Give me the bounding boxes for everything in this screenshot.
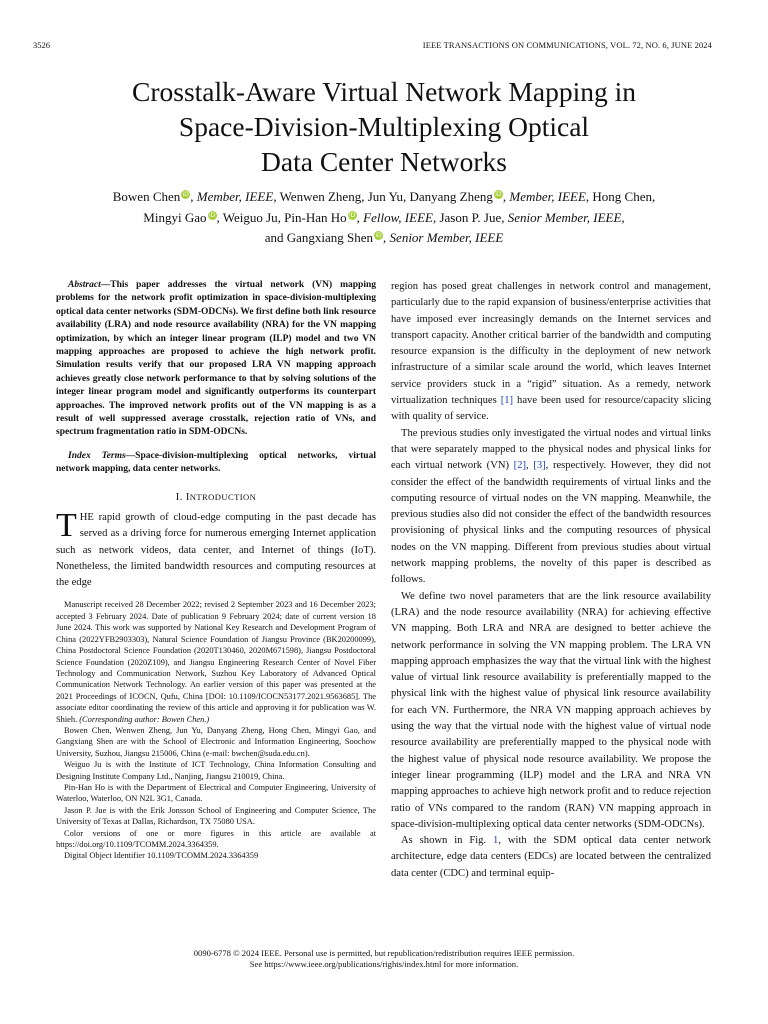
intro-paragraph bbox=[56, 506, 376, 591]
citation-link[interactable]: [2] bbox=[513, 460, 527, 472]
section-smallcaps: NTRODUCTION bbox=[189, 491, 257, 502]
author-name: and Gangxiang Shen bbox=[264, 230, 374, 245]
right-column bbox=[391, 279, 711, 882]
orcid-icon[interactable]: iD bbox=[208, 211, 216, 219]
section-heading bbox=[56, 489, 376, 506]
author-name: Wenwen Zheng, Jun Yu, Danyang Zheng bbox=[279, 189, 493, 204]
footnote-affiliation: Weiguo Ju is with the Institute of ICT Technology, China Information Consulting and Designing Institute Company Ltd., Nanjing, Jiangsu 210019, China. bbox=[56, 760, 376, 781]
body-text: The previous studies only investigated the virtual nodes and virtual links that were separately mapped to the physical nodes and physical links for each virtual network (VN) bbox=[391, 427, 711, 472]
abstract bbox=[56, 279, 376, 440]
author-role: Member, IEEE bbox=[509, 189, 586, 204]
citation-link[interactable]: [3] bbox=[533, 460, 546, 472]
section-numeral: I. bbox=[175, 491, 186, 503]
corresponding-author: (Corresponding author: Bowen Chen.) bbox=[79, 714, 210, 724]
footnote-affiliation: Jason P. Jue is with the Erik Jonsson School of Engineering and Computer Science, The University of Texas at Dallas, Richardson, TX 75080 USA. bbox=[56, 805, 376, 827]
copyright-notice bbox=[0, 948, 768, 970]
author-role: Fellow, IEEE bbox=[363, 209, 433, 225]
body-text: have been used for resource/capacity slicing with quality of service. bbox=[391, 395, 711, 423]
body-paragraph: The previous studies only investigated the virtual nodes and virtual links that were separately mapped to the physical nodes and physical links for each virtual network (VN) [2], [3], respectively. However, they did not consider the effect of the bandwidth requirements of virtual links and the computing resource of virtual nodes on the VN mapping. Meanwhile, the previous studies also did not consider the effect of the bandwidth resources provisioning of physical links and the computing resources of physical nodes on the VN mapping. Different from previous studies about virtual network mapping problems, the novelty of this paper is described as follows. bbox=[391, 427, 711, 586]
author-list: Bowen Chen iD, Member, IEEE, Wenwen Zheng, Jun Yu, Danyang Zheng iD, Member, IEEE, Hong Chen, Mingyi Gao iD, Weiguo Ju, Pin-Han Ho iD, Fellow, IEEE, Jason P. Jue, Senior Member, IEEE, and Gangxiang Shen iD, Senior Member, IEEE bbox=[112, 189, 656, 245]
body-text: , with the SDM optical data center network architecture, edge data centers (EDCs) are located between the centralized data center (CDC) and terminal equip- bbox=[391, 835, 711, 879]
author-role: Member, IEEE bbox=[196, 189, 274, 204]
footnote-color-versions: Color versions of one or more figures in this article are available at https://doi.org/10.1109/TCOMM.2024.3364359. bbox=[56, 828, 376, 849]
paper-title bbox=[0, 74, 768, 179]
author-name: Bowen Chen bbox=[112, 189, 181, 204]
running-head: IEEE TRANSACTIONS ON COMMUNICATIONS, VOL. 72, NO. 6, JUNE 2024 bbox=[422, 40, 712, 50]
footnote-text: Manuscript received 28 December 2022; revised 2 September 2023 and 16 December 2023; accepted 3 February 2024. Date of publication 9 February 2024; date of current version 18 June 2024. This work was supported by National Key Research and Development Program of China (2022YFB2903303), Natural Science Foundation of Jiangsu Province (BK20200099), China Postdoctoral Science Foundation (2020T130460, 2020M671598), Jiangsu Postdoctoral Science Foundation (2020Z109), and Jiangsu Engineering Research Center of Novel Fiber Technology and Communication Network, Suzhou Key Laboratory of Advanced Optical Communication Network Technology. An earlier version of this paper was presented at the 2021 Proceedings of ICOCN, Qufu, China [DOI: 10.1109/ICOCN53177.2021.9563685]. The associate editor coordinating the review of this article and approving it for publication was W. Shieh. bbox=[56, 600, 376, 724]
abstract-text: This paper addresses the virtual network (VN) mapping problems for the network profit optimization in space-division-multiplexing optical data center networks (SDM-ODCNs). We first define both link resource availability (LRA) and node resource availability (NRA) for the VN mapping optimization, by which an integer linear program (ILP) model and two VN mapping approaches are proposed to achieve the high network profit. Simulation results verify that our proposed LRA VN mapping approach achieves greatly close network performance to that by solving solutions of the integer linear program model and significantly outperforms its counterpart approaches. The improved network profits out of the VN mapping is as a result of well suppressed average crosstalk, rejection ratio of VNs, and spectrum fragmentation ratio in SDM-ODCNs. bbox=[56, 280, 376, 438]
author-role: Senior Member, IEEE, bbox=[507, 209, 625, 225]
title-line-2: Space-Division-Multiplexing Optical bbox=[178, 111, 590, 142]
drop-cap: T bbox=[56, 506, 77, 544]
author-name: Mingyi Gao bbox=[143, 209, 207, 225]
section-initial: I bbox=[185, 491, 190, 503]
body-text: , respectively. However, they did not consider the effect of the bandwidth requirements of virtual links and the computing resource of virtual nodes on the VN mapping. Meanwhile, the previous studies also did not consider the effect of the bandwidth resources provisioning of physical links and the computing resources of physical nodes on the VN mapping. Different from previous studies about virtual network mapping problems, the novelty of this paper is described as follows. bbox=[391, 460, 711, 586]
left-column bbox=[56, 279, 376, 862]
author-role: Senior Member, IEEE bbox=[389, 230, 504, 245]
abstract-label: Abstract— bbox=[68, 280, 111, 290]
body-paragraph bbox=[391, 279, 711, 426]
copyright-line-1: 0090-6778 © 2024 IEEE. Personal use is permitted, but republication/redistribution requires IEEE permission. bbox=[193, 948, 575, 958]
citation-link[interactable]: [1] bbox=[500, 395, 514, 407]
footnote-affiliation: Bowen Chen, Wenwen Zheng, Jun Yu, Danyang Zheng, Hong Chen, Mingyi Gao, and Gangxiang Shen are with the School of Electronic and Information Engineering, Soochow University, Suzhou, Jiangsu 215006, China (e-mail: bwchen@suda.edu.cn). bbox=[56, 725, 376, 758]
author-name: Jason P. Jue, bbox=[439, 209, 505, 225]
title-line-1: Crosstalk-Aware Virtual Network Mapping in bbox=[132, 76, 636, 107]
footnote-manuscript bbox=[56, 599, 376, 724]
page-number: 3526 bbox=[33, 40, 50, 50]
body-paragraph bbox=[391, 833, 711, 882]
orcid-icon[interactable]: iD bbox=[495, 191, 502, 198]
body-paragraph: We define two novel parameters that are the link resource availability (LRA) and the node resource availability (NRA) for achieving effective VN mapping. Both LRA and NRA are designed to better achieve the network performance in solving the VN mapping problem. The LRA VN mapping approach emphasizes the way that the virtual link with the highest value of virtual link resource availability is preferentially mapped to the physical link with the highest value of physical link resource availability for each VN. Furthermore, the NRA VN mapping approach achieves by using the way that the virtual node with the highest value of virtual node resource availability are preferentially mapped to the physical node with the highest value of physical node resource availability. We propose the integer linear programming (ILP) model and the LRA and NRA VN mapping approaches to achieve high network profit and to reduce rejection ratio of VNs compared to the random (RAN) VN mapping approach in space-division-multiplexing optical data center networks (SDM-ODCNs). bbox=[391, 590, 711, 830]
body-text: region has posed great challenges in network control and management, particularly due to the rapid expansion of business/enterprise activities that have imposed ever increasingly demands on the Internet services and transport capacity. Another critical barrier of the bandwidth and computing resource expansion is the difficulty in the deployment of new network infrastructure of a similar scale around the world, which leaves Internet service providers stuck in a “rigid” situation. As a remedy, network virtualization techniques bbox=[391, 281, 711, 407]
orcid-icon[interactable]: iD bbox=[375, 232, 382, 239]
figure-link[interactable]: 1 bbox=[493, 835, 499, 847]
index-terms-text: Space-division-multiplexing optical networks, virtual network mapping, data center networks. bbox=[56, 450, 376, 475]
body-text: As shown in Fig. bbox=[401, 835, 494, 847]
orcid-icon[interactable]: iD bbox=[349, 211, 356, 219]
footnote-doi: Digital Object Identifier 10.1109/TCOMM.2024.3364359 bbox=[64, 851, 259, 861]
copyright-line-2: See https://www.ieee.org/publications/rights/index.html for more information. bbox=[249, 959, 519, 969]
footnote-affiliation: Pin-Han Ho is with the Department of Electrical and Computer Engineering, University of Waterloo, Waterloo, ON N2L 3G1, Canada. bbox=[56, 782, 376, 804]
title-line-3: Data Center Networks bbox=[261, 146, 507, 177]
author-name: Hong Chen, bbox=[592, 189, 656, 204]
footnotes bbox=[56, 599, 376, 861]
index-terms bbox=[56, 450, 376, 477]
orcid-icon[interactable]: iD bbox=[182, 191, 189, 198]
intro-text: rapid growth of cloud-edge computing in the past decade has served as a driving force for numerous emerging Internet application such as network videos, data center, and Internet of things (IoT). Nonetheless, the limited bandwidth resources and computing resources at the edge bbox=[56, 511, 376, 589]
author-name: Weiguo Ju, Pin-Han Ho bbox=[222, 209, 347, 225]
intro-caps: HE bbox=[79, 511, 94, 523]
index-terms-label: Index Terms— bbox=[68, 450, 136, 461]
